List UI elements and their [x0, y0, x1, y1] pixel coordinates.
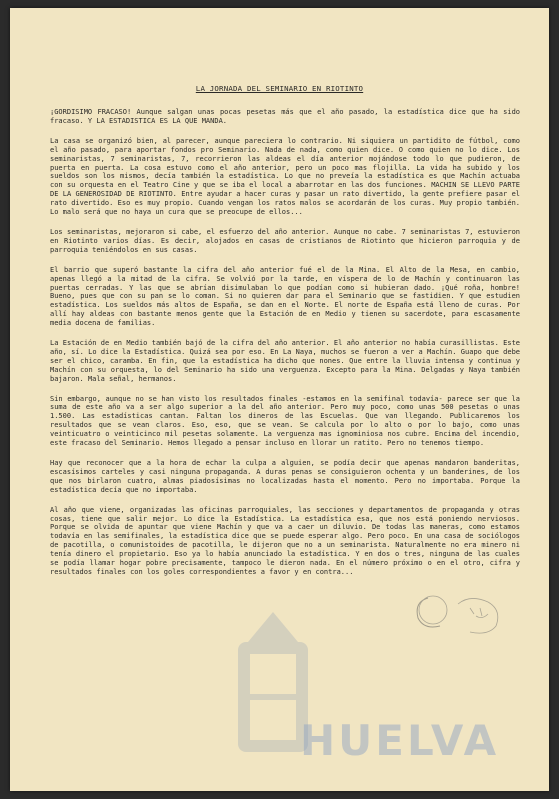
paragraph: La Estación de en Medio también bajó de la cifra del año anterior. El año anterior no había curasillistas. Este año, sí. Lo dice la Estadística. Quizá sea por eso. En La Naya, muchos se fueron a ver a Machín. Guapo que debe ser el chico, caramba. En fin, que la estadística ha dicho que nones. Que entre la lluvia intensa y continua y Machín con su orquesta, lo del Seminario ha sido una verguenza. Excepto para la Mina. Delgadas y Naya también bajaron. Mala señal, hermanos.: [50, 339, 520, 383]
watermark-text: HUELVA: [300, 716, 500, 765]
paragraph: La casa se organizó bien, al parecer, aunque pareciera lo contrario. Ni siquiera un partidito de fútbol, como el año pasado, para aportar fondos pro Seminario. Nada de nada, como quien dice. O como quien no lo dice. Los seminaristas, 7 seminaristas, 7, recorrieron las aldeas el día anterior mojándose todo lo que pudieron, de puerta en puerta. La cosa estuvo como el año anterior, pero un poco mas flojilla. La vida ha subido y los sueldos son los mismos, decía también la estadística. Lo que no preveía la estadística es que Machín actuaba con su orquesta en el Teatro Cine y que se iba el local a abarrotar en las dos funciones. MACHIN SE LLEVO PARTE DE LA GENEROSIDAD DE RIOTINTO. Entre ayudar a hacer curas y pasar un rato divertido, la gente prefiere pasar el rato divertido. Eso es muy propio. Cuando vengan los ratos malos se acordarán de los curas. Muy propio también. Lo malo será que no haya un cura que se preocupe de ellos...: [50, 136, 520, 217]
paragraph: ¡GORDISIMO FRACASO! Aunque salgan unas pocas pesetas más que el año pasado, la estadística dice que ha sido fracaso. Y LA ESTADISTICA ES LA QUE MANDA.: [50, 108, 520, 125]
paragraph: El barrio que superó bastante la cifra del año anterior fué el de la Mina. El Alto de la Mesa, en cambio, apenas llegó a la mitad de la cifra. Se volvió por la tarde, en víspera de lo de Machín y continuaron las puertas cerradas. Y las que se abrían disimulaban lo que podían como si hubieran dado. ¡Qué roña, hombre! Bueno, pues que con su pan se lo coman. Si no quieren dar para el Seminario que se fastidien. Y que estudien estadística. Los sueldos más altos de España, se dan en el Norte. El norte de España está lleno de curas. Por allí hay aldeas con bastante menos gente que la Estación de en Medio y tienen su sacerdote, para escasamente media docena de familias.: [50, 265, 520, 328]
paragraph: Al año que viene, organizadas las oficinas parroquiales, las secciones y departamentos de propaganda y otras cosas, tiene que salir mejor. Lo dice la Estadística. La estadística esa, que nos está poniendo nerviosos. Porque se olvida de apuntar que viene Machín y que va a caer un diluvio. De todas las maneras, como estamos todavía en las semifinales, la estadística dice que se puede esperar algo. Pero poco. En una casa de sociólogos de pacotilla, o comunistoides de pacotilla, le dijeron que no a un seminarista. Naturalmente no era minero ni tenía dinero el propietario. Eso ya lo había anunciado la estadística. Y en dos o tres, ninguna de las cuales se podía llamar hogar pobre precisamente, tampoco le dieron nada. En el número próximo o en el otro, cifra y resultados finales con los goles correspondientes a favor y en contra...: [50, 505, 520, 576]
document-title: LA JORNADA DEL SEMINARIO EN RIOTINTO: [195, 84, 364, 93]
paragraph: Sin embargo, aunque no se han visto los resultados finales -estamos en la semifinal todavía- parece ser que la suma de este año va a ser algo superior a la del año anterior. Pero muy poco, como unas 500 pesetas o unas 1.500. Las estadísticas cantan. Faltan los dineros de las Escuelas. Que van llegando. Publicaremos los resultados que se vean claros. Eso, eso, que se vean. Se calcula por lo alto o por lo bajo, como unas veinticuatro o veinticinco mil pesetas solamente. La verguenza mas ignominiosa nos cubre. Encima del incendio, este fracaso del Seminario. Hemos llegado a pensar incluso en llorar un ratito. Pero no tenemos tiempo.: [50, 394, 520, 448]
paragraph: Hay que reconocer que a la hora de echar la culpa a alguien, se podía decir que apenas mandaron banderitas, escasísimos carteles y casi ninguna propaganda. A duras penas se consiguieron ochenta y un banderines, de los que nos birlaron cuatro, almas piadosísimas no localizadas hasta el momento. Pero no importaba. Porque la estadística decía que no importaba.: [50, 459, 520, 494]
paragraph: Los seminaristas, mejoraron si cabe, el esfuerzo del año anterior. Aunque no cabe. 7 seminaristas 7, estuvieron en Riotinto varios días. Es decir, alojados en casas de cristianos de Riotinto que hicieron parroquia y de parroquia teniéndolos en sus casas.: [50, 227, 520, 254]
document-body: [50, 108, 520, 588]
